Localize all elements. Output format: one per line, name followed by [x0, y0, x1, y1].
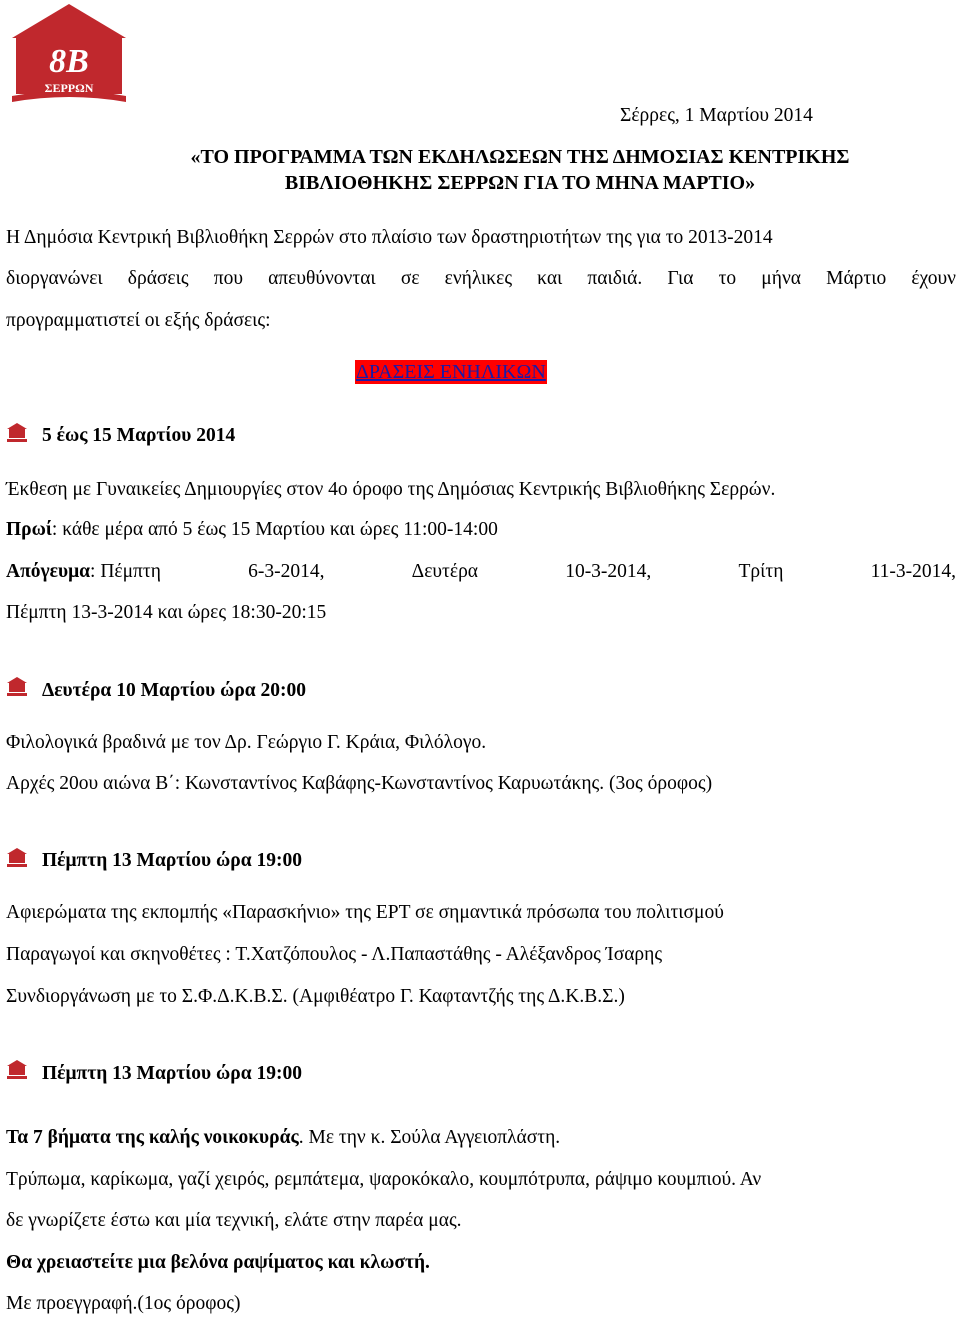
event4-title — [6, 1126, 560, 1150]
word: 6-3-2014, — [248, 561, 325, 582]
event4-line3: δε γνωρίζετε έστω και μία τεχνική, ελάτε στην παρέα μας. — [6, 1210, 462, 1231]
section-header-adults: ΔΡΑΣΕΙΣ ΕΝΗΛΙΚΩΝ — [356, 361, 546, 383]
library-bullet-icon — [6, 676, 28, 698]
event2-line1: Φιλολογικά βραδινά με τον Δρ. Γεώργιο Γ. Κράια, Φιλόλογο. — [6, 732, 487, 753]
document-title-line2: ΒΙΒΛΙΟΘΗΚΗΣ ΣΕΡΡΩΝ ΓΙΑ ΤΟ ΜΗΝΑ ΜΑΡΤΙΟ» — [284, 172, 756, 194]
event1-afternoon — [6, 560, 956, 584]
event3-line3: Συνδιοργάνωση με το Σ.Φ.Δ.Κ.Β.Σ. (Αμφιθέατρο Γ. Καφταντζής της Δ.Κ.Β.Σ.) — [6, 986, 625, 1007]
event1-heading: 5 έως 15 Μαρτίου 2014 — [42, 425, 236, 446]
word: και — [537, 268, 563, 289]
word: σε — [400, 268, 420, 289]
event2-line2: Αρχές 20ου αιώνα Β΄: Κωνσταντίνος Καβάφης-Κωνσταντίνος Καρυωτάκης. (3ος όροφος) — [6, 773, 713, 794]
event4-title-rest: . Με την κ. Σούλα Αγγειοπλάστη. — [298, 1127, 561, 1148]
library-bullet-icon — [6, 422, 28, 444]
word: Τρίτη — [738, 561, 784, 582]
event4-line4: Θα χρειαστείτε μια βελόνα ραψίματος και κλωστή. — [6, 1252, 430, 1273]
word: 10-3-2014, — [565, 561, 652, 582]
word: 11-3-2014, — [870, 561, 956, 582]
event4-title-bold: Τα 7 βήματα της καλής νοικοκυράς — [6, 1127, 299, 1148]
word: : Πέμπτη — [90, 561, 161, 582]
word: ενήλικες — [444, 268, 513, 289]
word: Μάρτιο — [826, 268, 887, 289]
word: Δευτέρα — [411, 561, 479, 582]
word: Για — [667, 268, 694, 289]
word: έχουν — [911, 268, 956, 289]
word: απευθύνονται — [268, 268, 376, 289]
event4-heading: Πέμπτη 13 Μαρτίου ώρα 19:00 — [42, 1063, 302, 1084]
library-logo-icon — [8, 2, 130, 108]
word: μήνα — [761, 268, 801, 289]
word: δράσεις — [127, 268, 189, 289]
library-bullet-icon — [6, 847, 28, 869]
logo-caption: ΣΕΡΡΩΝ — [44, 81, 94, 95]
library-logo — [8, 2, 130, 108]
event3-heading: Πέμπτη 13 Μαρτίου ώρα 19:00 — [42, 850, 302, 871]
intro-line2 — [6, 267, 956, 291]
event2-heading: Δευτέρα 10 Μαρτίου ώρα 20:00 — [42, 680, 307, 701]
event3-line2: Παραγωγοί και σκηνοθέτες : Τ.Χατζόπουλος - Λ.Παπαστάθης - Αλέξανδρος Ίσαρης — [6, 944, 663, 965]
morning-text: : κάθε μέρα από 5 έως 15 Μαρτίου και ώρες 11:00-14:00 — [51, 519, 498, 540]
intro-line1: Η Δημόσια Κεντρική Βιβλιοθήκη Σερρών στο πλαίσιο των δραστηριοτήτων της για το 2013-2014 — [6, 227, 773, 248]
document-title-line1: «ΤΟ ΠΡΟΓΡΑΜΜΑ ΤΩΝ ΕΚΔΗΛΩΣΕΩΝ ΤΗΣ ΔΗΜΟΣΙΑΣ ΚΕΝΤΡΙΚΗΣ — [190, 146, 850, 168]
date-line: Σέρρες, 1 Μαρτίου 2014 — [620, 105, 813, 126]
event3-line1: Αφιερώματα της εκπομπής «Παρασκήνιο» της ΕΡΤ σε σημαντικά πρόσωπα του πολιτισμού — [6, 902, 724, 923]
intro-line3: προγραμματιστεί οι εξής δράσεις: — [6, 310, 271, 331]
event1-morning — [6, 518, 498, 542]
morning-label: Πρωί — [6, 519, 52, 540]
word: παιδιά. — [587, 268, 643, 289]
word: διοργανώνει — [6, 268, 103, 289]
event1-description: Έκθεση με Γυναικείες Δημιουργίες στον 4ο όροφο της Δημόσιας Κεντρικής Βιβλιοθήκης Σερρών. — [6, 479, 776, 500]
word: το — [718, 268, 737, 289]
event4-line5: Με προεγγραφή.(1ος όροφος) — [6, 1293, 241, 1314]
event1-afternoon-line2: Πέμπτη 13-3-2014 και ώρες 18:30-20:15 — [6, 602, 327, 623]
event4-line2: Τρύπωμα, καρίκωμα, γαζί χειρός, ρεμπάτεμα, ψαροκόκαλο, κουμπότρυπα, ράψιμο κουμπιού. Αν — [6, 1169, 762, 1190]
library-bullet-icon — [6, 1059, 28, 1081]
word: που — [213, 268, 243, 289]
afternoon-label: Απόγευμα — [6, 561, 91, 582]
logo-monogram: 8B — [49, 43, 89, 80]
